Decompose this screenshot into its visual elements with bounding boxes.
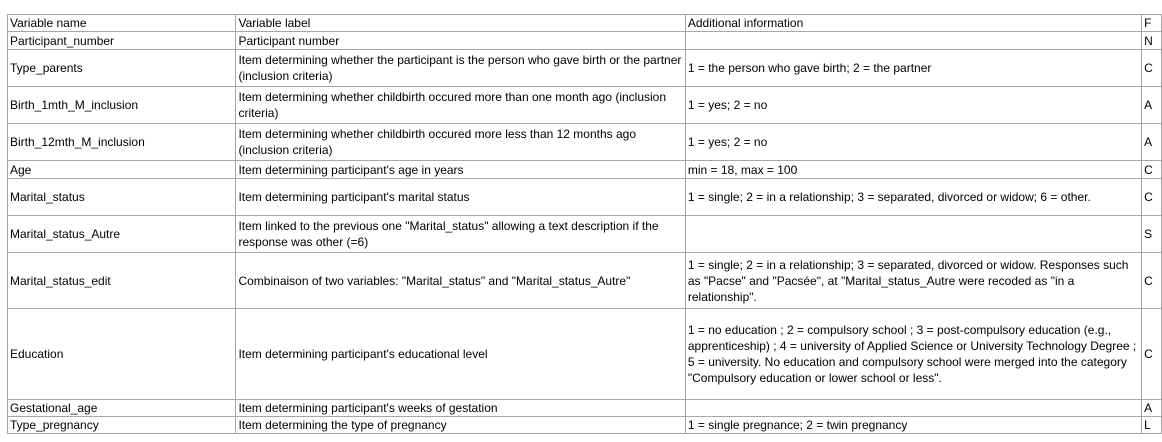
- cell-next-column[interactable]: A: [1142, 87, 1162, 124]
- header-cell-additional-information[interactable]: Additional information: [685, 15, 1141, 32]
- cell-additional-info[interactable]: [685, 32, 1141, 50]
- cell-next-column[interactable]: L: [1142, 417, 1162, 434]
- cell-additional-info[interactable]: 1 = yes; 2 = no: [685, 87, 1141, 124]
- table-row: [8, 400, 1162, 417]
- cell-next-column[interactable]: C: [1142, 161, 1162, 179]
- header-cell-variable-label[interactable]: Variable label: [236, 15, 685, 32]
- cell-variable-name[interactable]: Marital_status_Autre: [8, 216, 236, 253]
- cell-variable-label[interactable]: Item determining participant's weeks of gestation: [236, 400, 685, 417]
- cell-variable-name[interactable]: Type_pregnancy: [8, 417, 236, 434]
- table-row: [8, 253, 1162, 309]
- table-row: [8, 124, 1162, 161]
- cell-variable-label[interactable]: Item linked to the previous one "Marital_status" allowing a text description if the response was other (=6): [236, 216, 685, 253]
- cell-variable-label[interactable]: Item determining whether childbirth occured more than one month ago (inclusion criteria): [236, 87, 685, 124]
- cell-variable-label[interactable]: Participant number: [236, 32, 685, 50]
- table-row: [8, 216, 1162, 253]
- cell-next-column[interactable]: S: [1142, 216, 1162, 253]
- cell-additional-info[interactable]: 1 = the person who gave birth; 2 = the partner: [685, 50, 1141, 87]
- header-cell-next-column[interactable]: F: [1142, 15, 1162, 32]
- cell-next-column[interactable]: C: [1142, 309, 1162, 400]
- cell-variable-name[interactable]: Birth_12mth_M_inclusion: [8, 124, 236, 161]
- cell-next-column[interactable]: A: [1142, 400, 1162, 417]
- data-dictionary-table: [7, 14, 1162, 434]
- cell-additional-info[interactable]: 1 = single; 2 = in a relationship; 3 = separated, divorced or widow; 6 = other.: [685, 179, 1141, 216]
- table-row: [8, 32, 1162, 50]
- cell-additional-info[interactable]: 1 = single; 2 = in a relationship; 3 = separated, divorced or widow. Responses such as "Pacse" and "Pacsée", at "Marital_status_Autre were recoded as "in a relationship".: [685, 253, 1141, 309]
- cell-variable-label[interactable]: Item determining whether childbirth occured more less than 12 months ago (inclusion criteria): [236, 124, 685, 161]
- cell-next-column[interactable]: C: [1142, 50, 1162, 87]
- cell-variable-name[interactable]: Education: [8, 309, 236, 400]
- cell-variable-label[interactable]: Item determining the type of pregnancy: [236, 417, 685, 434]
- cell-variable-name[interactable]: Marital_status: [8, 179, 236, 216]
- cell-additional-info[interactable]: [685, 216, 1141, 253]
- cell-variable-label[interactable]: Item determining whether the participant is the person who gave birth or the partner (inclusion criteria): [236, 50, 685, 87]
- cell-additional-info[interactable]: 1 = no education ; 2 = compulsory school ; 3 = post-compulsory education (e.g., apprenticeship) ; 4 = university of Applied Science or University Technology Degree ; 5 = university. No education and compulsory school were merged into the category "Compulsory education or lower school or less".: [685, 309, 1141, 400]
- table-row: [8, 309, 1162, 400]
- cell-variable-label[interactable]: Item determining participant's marital status: [236, 179, 685, 216]
- table-row: [8, 50, 1162, 87]
- cell-variable-name[interactable]: Type_parents: [8, 50, 236, 87]
- cell-additional-info[interactable]: 1 = yes; 2 = no: [685, 124, 1141, 161]
- cell-variable-label[interactable]: Combinaison of two variables: "Marital_status" and "Marital_status_Autre": [236, 253, 685, 309]
- cell-next-column[interactable]: C: [1142, 253, 1162, 309]
- cell-next-column[interactable]: C: [1142, 179, 1162, 216]
- table-row: [8, 87, 1162, 124]
- cell-variable-label[interactable]: Item determining participant's educational level: [236, 309, 685, 400]
- cell-variable-name[interactable]: Age: [8, 161, 236, 179]
- cell-variable-label[interactable]: Item determining participant's age in years: [236, 161, 685, 179]
- cell-next-column[interactable]: N: [1142, 32, 1162, 50]
- header-row: [8, 15, 1162, 32]
- table-row: [8, 161, 1162, 179]
- table-row: [8, 417, 1162, 434]
- table-row: [8, 179, 1162, 216]
- header-cell-variable-name[interactable]: Variable name: [8, 15, 236, 32]
- cell-additional-info[interactable]: 1 = single pregnance; 2 = twin pregnancy: [685, 417, 1141, 434]
- cell-additional-info[interactable]: [685, 400, 1141, 417]
- cell-variable-name[interactable]: Birth_1mth_M_inclusion: [8, 87, 236, 124]
- cell-variable-name[interactable]: Marital_status_edit: [8, 253, 236, 309]
- cell-next-column[interactable]: A: [1142, 124, 1162, 161]
- cell-additional-info[interactable]: min = 18, max = 100: [685, 161, 1141, 179]
- cell-variable-name[interactable]: Gestational_age: [8, 400, 236, 417]
- cell-variable-name[interactable]: Participant_number: [8, 32, 236, 50]
